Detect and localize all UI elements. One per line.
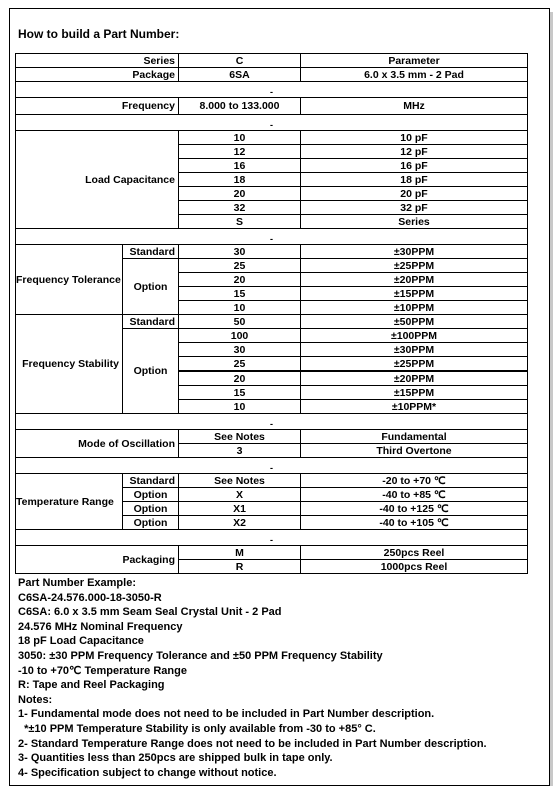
example-heading: Part Number Example: [18, 577, 136, 589]
note-line: C6SA: 6.0 x 3.5 mm Seam Seal Crystal Unit - 2 Pad [18, 606, 282, 619]
mode-param: Third Overtone [301, 444, 528, 458]
stability-code: 50 [179, 315, 301, 329]
tolerance-code: 10 [179, 301, 301, 315]
frequency-code: 8.000 to 133.000 [179, 98, 301, 115]
stability-code: 20 [179, 371, 301, 386]
packaging-param: 1000pcs Reel [301, 560, 528, 574]
page-shadow [550, 12, 553, 786]
table-row [16, 245, 528, 259]
separator-row [16, 530, 528, 546]
note-line: 24.576 MHz Nominal Frequency [18, 620, 183, 633]
table-row [16, 98, 528, 115]
load-code: 20 [179, 187, 301, 201]
note-line: 3- Quantities less than 250pcs are shipped bulk in tape only. [18, 752, 333, 765]
series-code: C [179, 54, 301, 68]
load-code: 32 [179, 201, 301, 215]
load-param: 16 pF [301, 159, 528, 173]
tolerance-param: ±30PPM [301, 245, 528, 259]
notes-section [18, 576, 487, 780]
tolerance-param: ±15PPM [301, 287, 528, 301]
notes-heading: Notes: [18, 693, 53, 706]
stability-code: 25 [179, 357, 301, 372]
page-title: How to build a Part Number: [18, 27, 180, 41]
tolerance-param: ±20PPM [301, 273, 528, 287]
frequency-label: Frequency [16, 98, 179, 115]
note-line: R: Tape and Reel Packaging [18, 679, 165, 692]
package-param: 6.0 x 3.5 mm - 2 Pad [301, 68, 528, 82]
stability-option-label: Option [123, 329, 179, 414]
stability-code: 15 [179, 386, 301, 400]
mode-code: See Notes [179, 430, 301, 444]
separator-row [16, 414, 528, 430]
temperature-sub-label: Option [123, 516, 179, 530]
load-param: 18 pF [301, 173, 528, 187]
temperature-code: X2 [179, 516, 301, 530]
package-label: Package [16, 68, 179, 82]
temperature-code: X [179, 488, 301, 502]
load-param: 12 pF [301, 145, 528, 159]
temperature-sub-label: Option [123, 502, 179, 516]
separator-dash: - [16, 530, 528, 546]
note-line: -10 to +70℃ Temperature Range [18, 664, 187, 677]
separator-dash: - [16, 229, 528, 245]
load-code: 12 [179, 145, 301, 159]
stability-param: ±100PPM [301, 329, 528, 343]
tolerance-param: ±10PPM [301, 301, 528, 315]
stability-param: ±50PPM [301, 315, 528, 329]
page-bottom-edge [9, 785, 550, 786]
note-line: 2- Standard Temperature Range does not need to be included in Part Number description. [18, 737, 487, 750]
note-line: 18 pF Load Capacitance [18, 635, 144, 648]
frequency-tolerance-label: Frequency Tolerance [16, 245, 123, 315]
load-capacitance-label: Load Capacitance [16, 131, 179, 229]
stability-code: 100 [179, 329, 301, 343]
stability-param: ±25PPM [301, 357, 528, 372]
tolerance-code: 20 [179, 273, 301, 287]
load-code: 10 [179, 131, 301, 145]
load-code: S [179, 215, 301, 229]
stability-param: ±20PPM [301, 371, 528, 386]
table-row [16, 430, 528, 444]
separator-row [16, 458, 528, 474]
temperature-code: See Notes [179, 474, 301, 488]
separator-dash: - [16, 458, 528, 474]
mode-code: 3 [179, 444, 301, 458]
tolerance-option-label: Option [123, 259, 179, 315]
table-row [16, 54, 528, 68]
temperature-param: -40 to +85 ℃ [301, 488, 528, 502]
tolerance-code: 15 [179, 287, 301, 301]
packaging-param: 250pcs Reel [301, 546, 528, 560]
example-part-number: C6SA-24.576.000-18-3050-R [18, 591, 162, 604]
load-param: Series [301, 215, 528, 229]
temperature-param: -40 to +105 ℃ [301, 516, 528, 530]
temperature-param: -40 to +125 ℃ [301, 502, 528, 516]
packaging-code: M [179, 546, 301, 560]
note-line: 3050: ±30 PPM Frequency Tolerance and ±50 PPM Frequency Stability [18, 649, 383, 662]
stability-code: 10 [179, 400, 301, 414]
table-row [16, 546, 528, 560]
load-param: 10 pF [301, 131, 528, 145]
tolerance-code: 30 [179, 245, 301, 259]
load-param: 32 pF [301, 201, 528, 215]
table-row [16, 474, 528, 488]
stability-standard-label: Standard [123, 315, 179, 329]
frequency-stability-label: Frequency Stability [16, 315, 123, 414]
separator-row [16, 115, 528, 131]
package-code: 6SA [179, 68, 301, 82]
stability-param: ±15PPM [301, 386, 528, 400]
stability-code: 30 [179, 343, 301, 357]
load-param: 20 pF [301, 187, 528, 201]
tolerance-standard-label: Standard [123, 245, 179, 259]
table-row [16, 131, 528, 145]
note-line: 4- Specification subject to change without notice. [18, 766, 277, 779]
separator-dash: - [16, 414, 528, 430]
note-line: *±10 PPM Temperature Stability is only available from -30 to +85° C. [18, 722, 376, 735]
frequency-param: MHz [301, 98, 528, 115]
part-number-table [15, 53, 528, 574]
table-row [16, 315, 528, 329]
load-code: 18 [179, 173, 301, 187]
mode-of-oscillation-label: Mode of Oscillation [16, 430, 179, 458]
packaging-label: Packaging [16, 546, 179, 574]
separator-dash: - [16, 82, 528, 98]
temperature-param: -20 to +70 ℃ [301, 474, 528, 488]
temperature-range-label: Temperature Range [16, 474, 123, 530]
separator-dash: - [16, 115, 528, 131]
stability-param: ±10PPM* [301, 400, 528, 414]
separator-row [16, 82, 528, 98]
tolerance-code: 25 [179, 259, 301, 273]
table-row [16, 68, 528, 82]
temperature-sub-label: Option [123, 488, 179, 502]
packaging-code: R [179, 560, 301, 574]
note-line: 1- Fundamental mode does not need to be included in Part Number description. [18, 708, 435, 721]
stability-param: ±30PPM [301, 343, 528, 357]
temperature-code: X1 [179, 502, 301, 516]
separator-row [16, 229, 528, 245]
series-param: Parameter [301, 54, 528, 68]
load-code: 16 [179, 159, 301, 173]
temperature-sub-label: Standard [123, 474, 179, 488]
mode-param: Fundamental [301, 430, 528, 444]
tolerance-param: ±25PPM [301, 259, 528, 273]
series-label: Series [16, 54, 179, 68]
